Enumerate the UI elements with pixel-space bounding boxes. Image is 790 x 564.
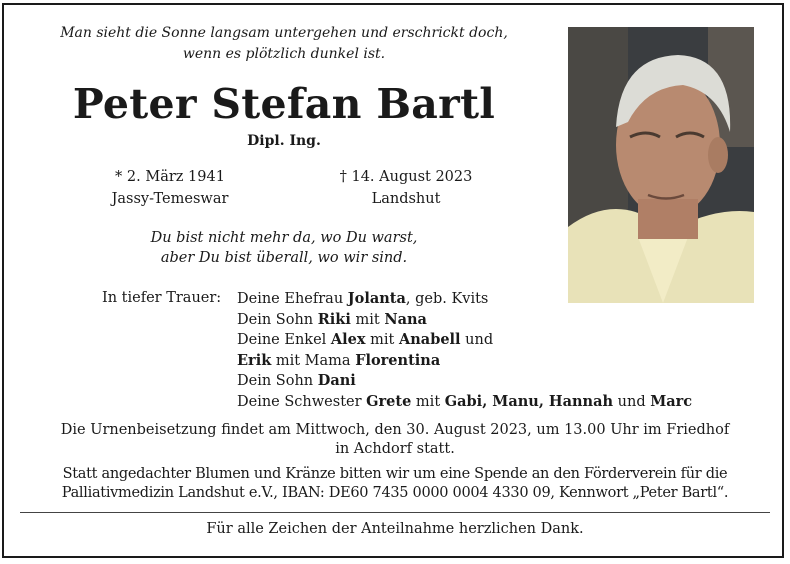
mourner-line — [237, 310, 692, 331]
burial-line: Die Urnenbeisetzung findet am Mittwoch, den 30. August 2023, um 13.00 Uhr im Friedhof — [60, 422, 730, 438]
academic-title: Dipl. Ing. — [247, 133, 321, 149]
memorial-quote-line: Du bist nicht mehr da, wo Du warst, — [150, 230, 418, 246]
mourner-name: Marc — [650, 392, 693, 410]
birth-date: * 2. März 1941 — [115, 169, 225, 185]
mourner-line — [237, 351, 692, 372]
mourners-list — [237, 289, 692, 412]
mourner-line — [237, 392, 692, 413]
deceased-name: Peter Stefan Bartl — [72, 80, 496, 128]
mourner-text: mit — [350, 311, 385, 328]
opening-quote — [18, 23, 550, 65]
mourner-name: Jolanta — [347, 290, 406, 307]
burial-line: in Achdorf statt. — [335, 441, 455, 457]
mourner-text: und — [460, 332, 494, 348]
mourner-text: Deine Ehefrau — [237, 291, 348, 307]
donation-notice — [22, 465, 768, 503]
mourner-text: mit Mama — [271, 352, 356, 369]
mourner-text: Deine Enkel — [237, 332, 331, 348]
mourner-text: mit — [365, 332, 399, 348]
mourner-line — [237, 330, 692, 351]
mourner-name: Dani — [317, 372, 356, 389]
mourner-name: Erik — [237, 351, 272, 369]
mourner-name: Alex — [330, 331, 366, 348]
mourner-text: Dein Sohn — [237, 373, 318, 389]
portrait-photo — [568, 27, 754, 303]
donation-line: Palliativmedizin Landshut e.V., IBAN: DE60 7435 0000 0004 4330 09, Kennwort „Peter Bartl“. — [61, 485, 729, 501]
mourner-name: Anabell — [399, 331, 461, 348]
mourners-label: In tiefer Trauer: — [102, 290, 222, 306]
mourner-name: Gabi, Manu, Hannah — [444, 392, 614, 410]
donation-line: Statt angedachter Blumen und Kränze bitten wir um eine Spende an den Förderverein für die — [62, 466, 728, 482]
death-place: Landshut — [371, 191, 441, 207]
opening-quote-line: wenn es plötzlich dunkel ist. — [182, 46, 386, 62]
burial-notice — [22, 421, 768, 459]
opening-quote-line: Man sieht die Sonne langsam untergehen und erschrickt doch, — [60, 25, 508, 41]
mourner-line — [237, 371, 692, 392]
memorial-quote-line: aber Du bist überall, wo wir sind. — [160, 250, 408, 266]
mourner-name: Nana — [384, 310, 427, 328]
thanks-line: Für alle Zeichen der Anteilnahme herzlichen Dank. — [206, 521, 584, 537]
mourner-text: und — [613, 393, 651, 410]
death-date: † 14. August 2023 — [339, 169, 473, 185]
mourner-name: Florentina — [355, 351, 441, 369]
death-info — [320, 166, 492, 210]
birth-place: Jassy-Temeswar — [111, 191, 229, 207]
mourner-line — [237, 289, 692, 310]
mourner-text: mit — [411, 393, 445, 410]
divider — [20, 512, 770, 513]
mourner-text: Deine Schwester — [237, 393, 367, 410]
mourner-text: Dein Sohn — [237, 311, 318, 328]
memorial-quote — [18, 228, 550, 268]
mourner-text: , geb. Kvits — [405, 291, 489, 307]
mourner-name: Riki — [317, 310, 351, 328]
birth-info — [80, 166, 260, 210]
mourner-name: Grete — [366, 392, 412, 410]
